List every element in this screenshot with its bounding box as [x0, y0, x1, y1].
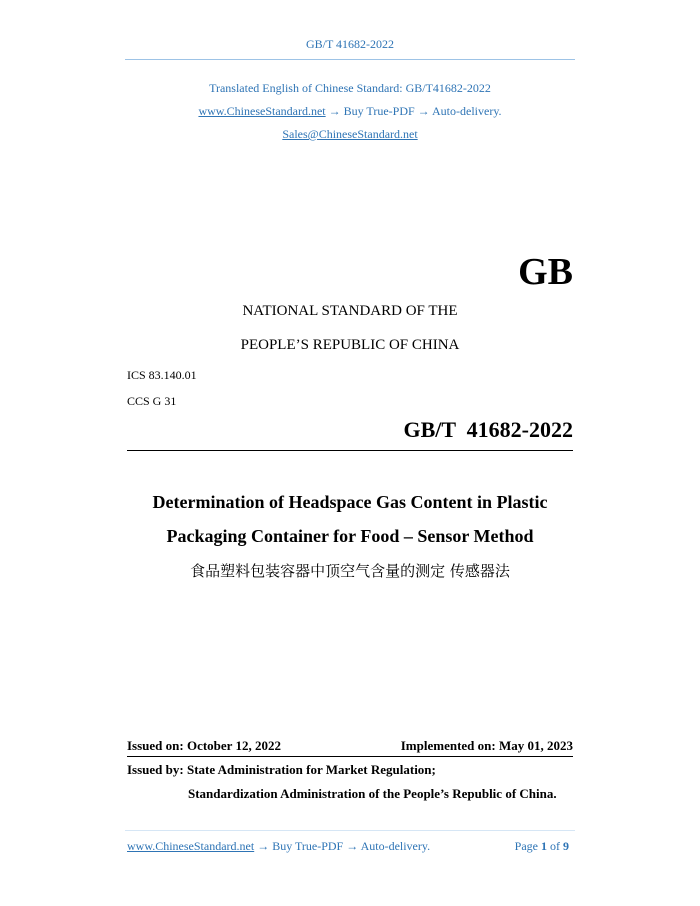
footer-buy-text: → Buy True-PDF → Auto-delivery.: [254, 839, 431, 853]
implemented-on-date: Implemented on: May 01, 2023: [400, 738, 573, 753]
page-label: Page: [514, 839, 538, 853]
national-standard-line-2: PEOPLE’S REPUBLIC OF CHINA: [240, 337, 460, 353]
issued-on-date: Issued on: October 12, 2022: [127, 738, 281, 753]
gb-mark: GB: [518, 251, 573, 293]
ccs-code: CCS G 31: [127, 394, 177, 408]
site-link[interactable]: www.ChineseStandard.net: [198, 104, 326, 118]
english-title-line-2: Packaging Container for Food – Sensor Method: [166, 526, 534, 546]
standard-number-rule: [127, 450, 573, 451]
translation-note: Translated English of Chinese Standard: GB/T41682-2022: [209, 81, 491, 95]
page-of: of: [550, 839, 560, 853]
standard-number: GB/T 41682-2022: [403, 417, 573, 442]
issued-by: Issued by: State Administration for Market Regulation;: [127, 762, 436, 777]
chinese-title: 食品塑料包装容器中顶空气含量的测定 传感器法: [190, 562, 510, 580]
sales-line: [0, 127, 700, 142]
buy-text: → Buy True-PDF → Auto-delivery.: [325, 104, 502, 118]
page-current: 1: [541, 839, 547, 853]
header-divider: [125, 59, 575, 60]
buy-line: [0, 104, 700, 119]
ics-code: ICS 83.140.01: [127, 368, 197, 382]
sales-email-link[interactable]: Sales@ChineseStandard.net: [282, 127, 418, 141]
footer-divider: [125, 830, 575, 831]
footer-buy-line: [127, 839, 430, 854]
national-standard-line-1: NATIONAL STANDARD OF THE: [242, 303, 458, 319]
header-standard-code: GB/T 41682-2022: [305, 37, 395, 51]
page-total: 9: [563, 839, 569, 853]
issued-by-second-authority: Standardization Administration of the People’s Republic of China.: [188, 786, 557, 801]
page-indicator: [515, 839, 569, 854]
issue-dates-rule: [127, 756, 573, 757]
footer-site-link[interactable]: www.ChineseStandard.net: [127, 839, 255, 853]
english-title-line-1: Determination of Headspace Gas Content in Plastic: [152, 492, 548, 512]
